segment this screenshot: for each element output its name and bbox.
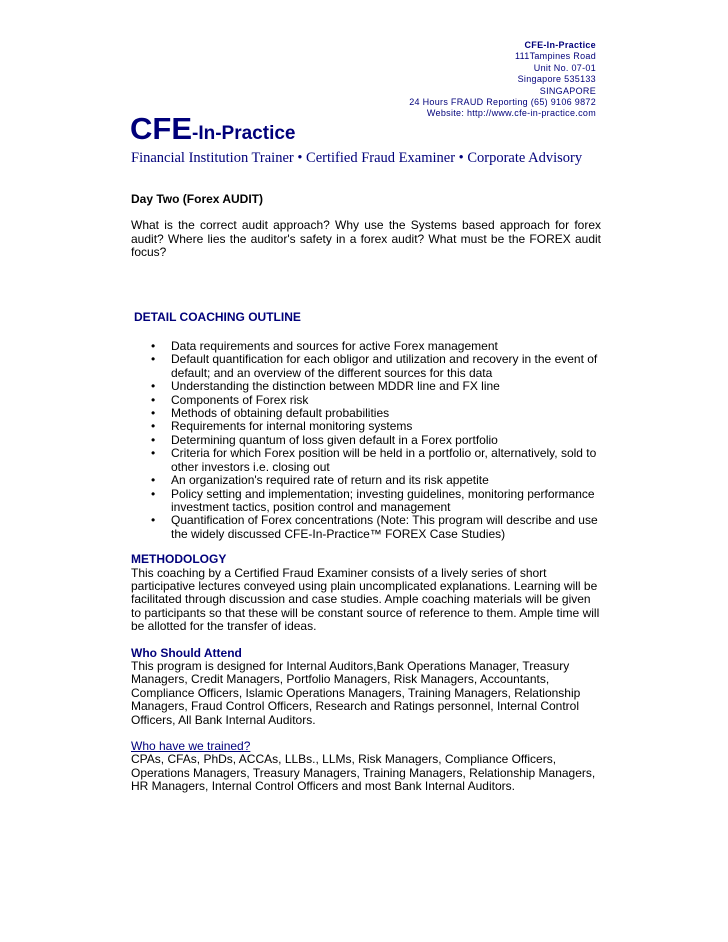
organization-name: CFE-In-Practice — [524, 40, 596, 50]
list-item: • Determining quantum of loss given default in a Forex portfolio — [151, 432, 498, 447]
list-item: • Quantification of Forex concentrations (Note: This program will describe and use the widely discussed CFE-In-Practice™ FOREX Case Studies) — [151, 513, 598, 541]
methodology-paragraph: This coaching by a Certified Fraud Examiner consists of a lively series of short participative lectures conveyed using plain uncomplicated explanations. Learning will be facilitated through discussion and case studies. Ample coaching materials will be given to participants so that these will be constant source of reference to them. Ample time will be allotted for the transfer of ideas. — [131, 565, 600, 634]
list-item: • Components of Forex risk — [151, 392, 309, 407]
attend-heading: Who Should Attend — [131, 645, 242, 660]
bullet: • — [151, 406, 156, 421]
bullet: • — [151, 432, 156, 447]
list-item: • Policy setting and implementation; investing guidelines, monitoring performance investment tactics, position control and management — [151, 486, 595, 514]
bullet: • — [151, 352, 156, 367]
address-line: Unit No. 07-01 — [533, 62, 596, 73]
attend-paragraph: This program is designed for Internal Auditors,Bank Operations Manager, Treasury Managers, Credit Managers, Portfolio Managers, Risk Managers, Accountants, Compliance Officers, Islamic Operations Managers, Training Managers, Relationship Managers, Fraud Control Officers, Research and Ratings personnel, Internal Control Officers, All Bank Internal Auditors. — [131, 658, 581, 727]
list-item: • Criteria for which Forex position will be held in a portfolio or, alternatively, sold to other investors i.e. closing out — [151, 446, 597, 474]
bullet: • — [151, 473, 156, 488]
list-item: • An organization's required rate of return and its risk appetite — [151, 473, 489, 488]
bullet: • — [151, 446, 156, 461]
trained-paragraph: CPAs, CFAs, PhDs, ACCAs, LLBs., LLMs, Risk Managers, Compliance Officers, Operations Managers, Treasury Managers, Training Managers, Relationship Managers, HR Managers, Internal Control Officers and most Bank Internal Auditors. — [131, 752, 596, 794]
website-line: Website: http://www.cfe-in-practice.com — [426, 108, 596, 119]
list-item: • Data requirements and sources for active Forex management — [151, 339, 498, 354]
list-item: • Understanding the distinction between MDDR line and FX line — [151, 379, 500, 394]
tagline: Financial Institution Trainer • Certified Fraud Examiner • Corporate Advisory — [131, 150, 583, 166]
address-line: SINGAPORE — [539, 85, 596, 96]
bullet: • — [151, 486, 156, 501]
logo-suffix: -In-Practice — [192, 123, 296, 144]
list-item: • Requirements for internal monitoring systems — [151, 419, 413, 434]
address-line: Singapore 535133 — [517, 74, 596, 85]
day-title: Day Two (Forex AUDIT) — [131, 192, 264, 206]
methodology-heading: METHODOLOGY — [131, 552, 227, 567]
outline-list — [131, 340, 601, 541]
fraud-hotline: 24 Hours FRAUD Reporting (65) 9106 9872 — [409, 97, 596, 108]
logo-main: CFE — [130, 111, 192, 146]
list-item: • Default quantification for each obligor and utilization and recovery in the event of default; and an overview of the different sources for this data — [151, 352, 598, 380]
trained-heading: Who have we trained? — [131, 739, 251, 753]
outline-heading: DETAIL COACHING OUTLINE — [134, 309, 301, 324]
bullet: • — [151, 379, 156, 394]
address-line: 111Tampines Road — [514, 51, 596, 62]
address-block — [409, 40, 596, 120]
bullet: • — [151, 513, 156, 528]
intro-paragraph: What is the correct audit approach? Why use the Systems based approach for forex audit? Where lies the auditor's safety in a forex audit? What must be the FOREX audit focus? — [131, 218, 601, 260]
bullet: • — [151, 419, 156, 434]
bullet: • — [151, 339, 156, 354]
logo — [130, 111, 295, 147]
bullet: • — [151, 392, 156, 407]
document-body — [131, 193, 601, 794]
list-item: • Methods of obtaining default probabilities — [151, 406, 390, 421]
